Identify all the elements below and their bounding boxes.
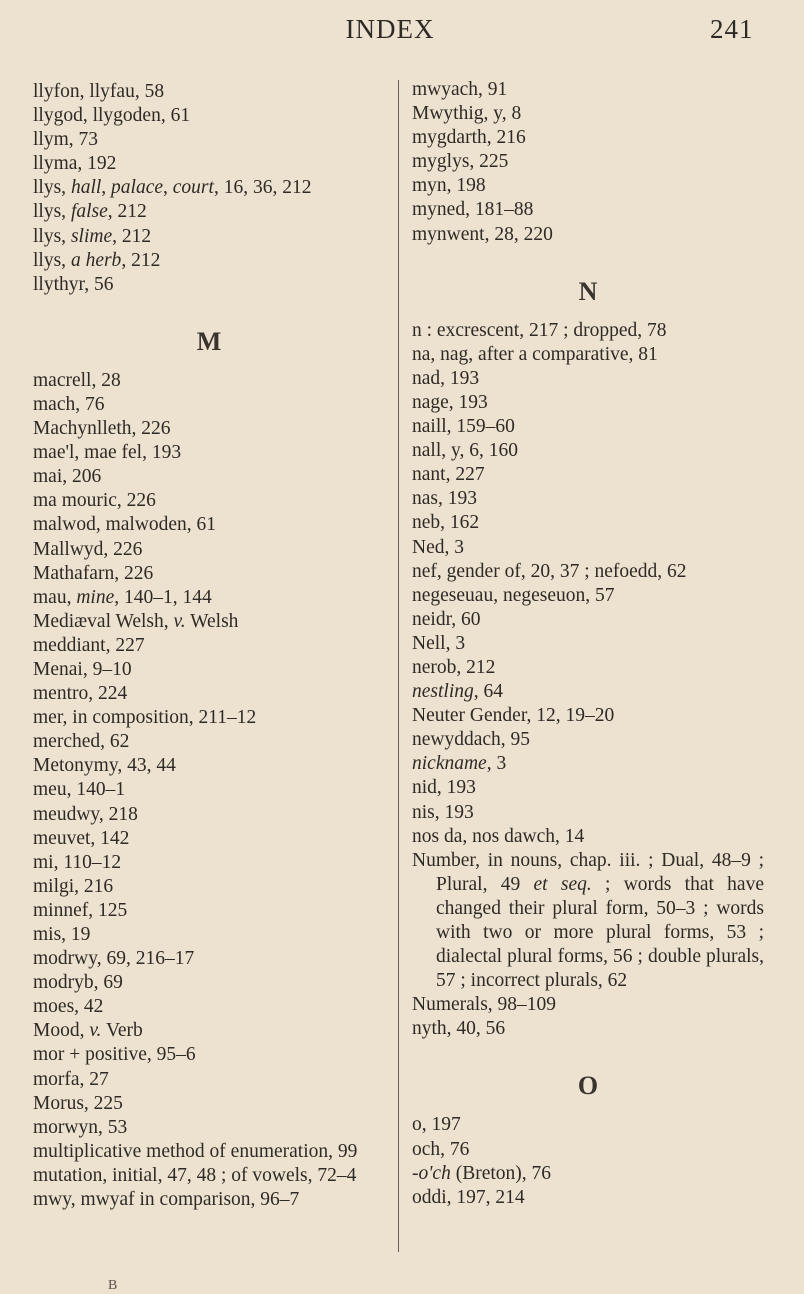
entry-text: myned, 181–88	[412, 199, 534, 221]
entry-text: mor + positive, 95–6	[33, 1044, 196, 1066]
entry-text: Mallwyd, 226	[33, 538, 143, 560]
section-letter-heading: O	[577, 1071, 599, 1101]
entry-text: Mediæval Welsh,	[33, 610, 174, 632]
index-entry	[412, 993, 764, 1017]
entry-italic-text: v.	[89, 1020, 102, 1042]
index-entry	[33, 803, 385, 827]
entry-text: na, nag, after a comparative, 81	[412, 343, 658, 365]
index-entry	[412, 801, 764, 825]
entry-text: mach, 76	[33, 393, 105, 415]
entry-text: Morus, 225	[33, 1092, 123, 1114]
index-entry	[33, 80, 385, 104]
index-entry	[33, 899, 385, 923]
index-entry	[33, 104, 385, 128]
index-entry	[33, 393, 385, 417]
index-entry	[33, 1164, 385, 1188]
entry-italic-text: false	[70, 201, 108, 223]
entry-text: , 3	[486, 753, 507, 775]
entry-text: Machynlleth, 226	[33, 418, 171, 440]
index-entry	[33, 176, 385, 200]
index-entry	[33, 971, 385, 995]
index-entry	[412, 1017, 764, 1041]
entry-text: llythyr, 56	[33, 273, 114, 295]
index-entry	[33, 225, 385, 249]
entry-text: nage, 193	[412, 391, 488, 413]
index-entry	[33, 538, 385, 562]
entry-text: ; words that have changed their plural form, 50–3 ; words with two or more plural forms, 53 ; dialectal plural forms, 56 ; double plurals, 57 ; incorrect plurals, 62	[436, 873, 764, 992]
entry-text: modryb, 69	[33, 972, 123, 994]
index-entry	[33, 754, 385, 778]
entry-text: nyth, 40, 56	[412, 1018, 506, 1040]
entry-text: llys,	[33, 201, 71, 223]
index-entry	[412, 198, 764, 222]
index-entry	[33, 562, 385, 586]
entry-italic-text: slime	[70, 225, 113, 247]
page-number: 241	[710, 14, 754, 44]
index-entry	[412, 415, 764, 439]
entry-italic-text: et seq.	[533, 873, 592, 895]
index-entry	[33, 827, 385, 851]
index-entry	[33, 1068, 385, 1092]
entry-italic-text: v.	[173, 610, 186, 632]
entry-text: myglys, 225	[412, 151, 509, 173]
entry-text: milgi, 216	[33, 875, 114, 897]
entry-text: llyma, 192	[33, 153, 117, 175]
entry-text: Metonymy, 43, 44	[33, 755, 176, 777]
entry-text: merched, 62	[33, 731, 130, 753]
entry-text: mau,	[33, 586, 77, 608]
index-entry	[412, 102, 764, 126]
index-entry	[33, 995, 385, 1019]
index-entry	[412, 487, 764, 511]
index-entry	[33, 610, 385, 634]
section-letter-heading: M	[196, 326, 222, 356]
entry-text: llys,	[33, 177, 71, 199]
entry-text: ,	[101, 177, 112, 199]
entry-text: Nell, 3	[412, 632, 466, 654]
entry-text: llygod, llygoden, 61	[33, 105, 191, 127]
entry-text: minnef, 125	[33, 899, 128, 921]
entry-text: nall, y, 6, 160	[412, 440, 518, 462]
entry-text: llys,	[33, 249, 71, 271]
entry-italic-text: hall	[70, 177, 102, 199]
running-title: INDEX	[345, 14, 435, 44]
index-entry	[412, 776, 764, 800]
entry-text: Neuter Gender, 12, 19–20	[412, 705, 615, 727]
entry-text: mwy, mwyaf in comparison, 96–7	[33, 1189, 300, 1211]
index-entry	[33, 634, 385, 658]
index-entry	[33, 730, 385, 754]
index-entry	[412, 632, 764, 656]
entry-text: Welsh	[185, 610, 239, 632]
entry-italic-text: court	[172, 177, 214, 199]
index-entry	[33, 586, 385, 610]
entry-text: mae'l, mae fel, 193	[33, 442, 182, 464]
entry-text: llyfon, llyfau, 58	[33, 81, 165, 102]
entry-text: morwyn, 53	[33, 1116, 128, 1138]
index-entry	[412, 1162, 764, 1186]
entry-text: o, 197	[412, 1114, 461, 1136]
entry-text: (Breton), 76	[450, 1162, 552, 1184]
entry-text: modrwy, 69, 216–17	[33, 948, 195, 970]
entry-text: mynwent, 28, 220	[412, 223, 553, 245]
index-entry	[412, 319, 764, 343]
entry-text: mygdarth, 216	[412, 127, 526, 149]
index-entry	[412, 536, 764, 560]
index-entry	[33, 706, 385, 730]
entry-text: mutation, initial, 47, 48 ; of vowels, 72–4	[33, 1164, 357, 1186]
index-entry	[412, 78, 764, 102]
index-entry	[33, 778, 385, 802]
entry-text: newyddach, 95	[412, 729, 531, 751]
index-entry	[33, 369, 385, 393]
index-entry	[33, 513, 385, 537]
entry-text: meudwy, 218	[33, 803, 138, 825]
entry-text: meu, 140–1	[33, 779, 126, 801]
entry-text: nis, 193	[412, 801, 474, 823]
index-entry	[33, 1140, 385, 1164]
entry-text: mai, 206	[33, 466, 102, 488]
entry-text: llys,	[33, 225, 71, 247]
entry-text: meuvet, 142	[33, 827, 130, 849]
index-entry	[412, 511, 764, 535]
index-entry	[412, 343, 764, 367]
entry-text: mer, in composition, 211–12	[33, 707, 257, 729]
index-entry	[33, 441, 385, 465]
index-entry	[33, 465, 385, 489]
index-entry	[33, 851, 385, 875]
index-entry	[33, 875, 385, 899]
index-entry	[412, 174, 764, 198]
entry-text: neidr, 60	[412, 608, 481, 630]
index-entry	[33, 1043, 385, 1067]
entry-italic-text: palace	[111, 177, 164, 199]
index-entry	[33, 947, 385, 971]
index-entry	[33, 200, 385, 224]
entry-italic-text: -o'ch	[412, 1162, 451, 1184]
entry-text: oddi, 197, 214	[412, 1186, 525, 1208]
entry-text: Mathafarn, 226	[33, 562, 154, 584]
index-entry	[412, 728, 764, 752]
index-entry	[412, 391, 764, 415]
index-entry	[33, 417, 385, 441]
index-entry	[33, 658, 385, 682]
index-entry	[33, 682, 385, 706]
entry-text: , 140–1, 144	[114, 586, 212, 608]
index-entry	[33, 273, 385, 297]
index-entry	[412, 150, 764, 174]
index-entry	[33, 1116, 385, 1140]
entry-text: och, 76	[412, 1138, 470, 1160]
index-entry	[412, 126, 764, 150]
index-entry	[412, 704, 764, 728]
entry-text: mi, 110–12	[33, 851, 122, 873]
index-entry	[33, 1019, 385, 1043]
column-divider	[398, 80, 399, 1252]
entry-text: Mood,	[33, 1020, 90, 1042]
entry-text: Menai, 9–10	[33, 658, 132, 680]
index-column-left	[33, 80, 385, 1212]
entry-italic-text: nickname	[412, 753, 487, 775]
entry-text: multiplicative method of enumeration, 99	[33, 1140, 358, 1162]
entry-text: mis, 19	[33, 924, 91, 945]
entry-text: nas, 193	[412, 488, 477, 510]
index-entry	[412, 849, 764, 994]
entry-text: Verb	[101, 1020, 143, 1042]
entry-text: Number, in nouns, chap. iii. ; Dual, 48–9 ; Plural, 49	[412, 849, 764, 895]
entry-text: nant, 227	[412, 464, 485, 486]
entry-text: myn, 198	[412, 175, 486, 197]
entry-text: , 212	[107, 201, 147, 223]
entry-italic-text: nestling	[412, 681, 474, 703]
index-entry	[412, 367, 764, 391]
index-entry	[412, 463, 764, 487]
entry-text: ,	[163, 177, 173, 199]
index-entry	[33, 1092, 385, 1116]
entry-text: Mwythig, y, 8	[412, 103, 522, 125]
index-entry	[412, 1186, 764, 1210]
entry-text: macrell, 28	[33, 369, 121, 391]
index-entry	[412, 825, 764, 849]
index-column-right	[412, 78, 764, 1210]
entry-text: negeseuau, negeseuon, 57	[412, 584, 615, 606]
index-entry	[412, 223, 764, 247]
entry-text: naill, 159–60	[412, 416, 515, 438]
entry-text: malwod, malwoden, 61	[33, 514, 217, 536]
index-entry	[412, 1113, 764, 1137]
entry-text: ma mouric, 226	[33, 490, 156, 512]
entry-text: nef, gender of, 20, 37 ; nefoedd, 62	[412, 560, 687, 582]
index-entry	[412, 608, 764, 632]
entry-text: nos da, nos dawch, 14	[412, 825, 585, 847]
index-entry	[412, 439, 764, 463]
signature-mark: B	[108, 1278, 118, 1293]
entry-text: , 64	[473, 681, 503, 703]
entry-text: meddiant, 227	[33, 634, 145, 656]
entry-text: , 16, 36, 212	[213, 177, 312, 199]
index-entry	[33, 128, 385, 152]
index-entry	[412, 1138, 764, 1162]
entry-text: , 212	[112, 225, 152, 247]
entry-text: nerob, 212	[412, 656, 496, 678]
index-entry	[33, 249, 385, 273]
entry-text: nid, 193	[412, 777, 476, 799]
index-entry	[412, 584, 764, 608]
index-entry	[412, 656, 764, 680]
section-letter-heading: N	[578, 276, 598, 306]
entry-text: Ned, 3	[412, 536, 464, 558]
index-entry	[33, 1188, 385, 1212]
entry-text: mentro, 224	[33, 683, 128, 705]
entry-italic-text: mine	[76, 586, 115, 608]
entry-italic-text: a herb	[70, 249, 122, 271]
entry-text: llym, 73	[33, 129, 99, 151]
entry-text: nad, 193	[412, 367, 480, 389]
entry-text: neb, 162	[412, 512, 480, 534]
index-entry	[33, 152, 385, 176]
index-entry	[412, 560, 764, 584]
entry-text: morfa, 27	[33, 1068, 109, 1090]
index-entry	[412, 680, 764, 704]
index-entry	[412, 752, 764, 776]
index-entry	[33, 489, 385, 513]
index-entry	[33, 923, 385, 947]
entry-text: n : excrescent, 217 ; dropped, 78	[412, 319, 667, 341]
entry-text: , 212	[121, 249, 161, 271]
entry-text: mwyach, 91	[412, 79, 508, 100]
entry-text: Numerals, 98–109	[412, 994, 557, 1016]
entry-text: moes, 42	[33, 996, 104, 1018]
